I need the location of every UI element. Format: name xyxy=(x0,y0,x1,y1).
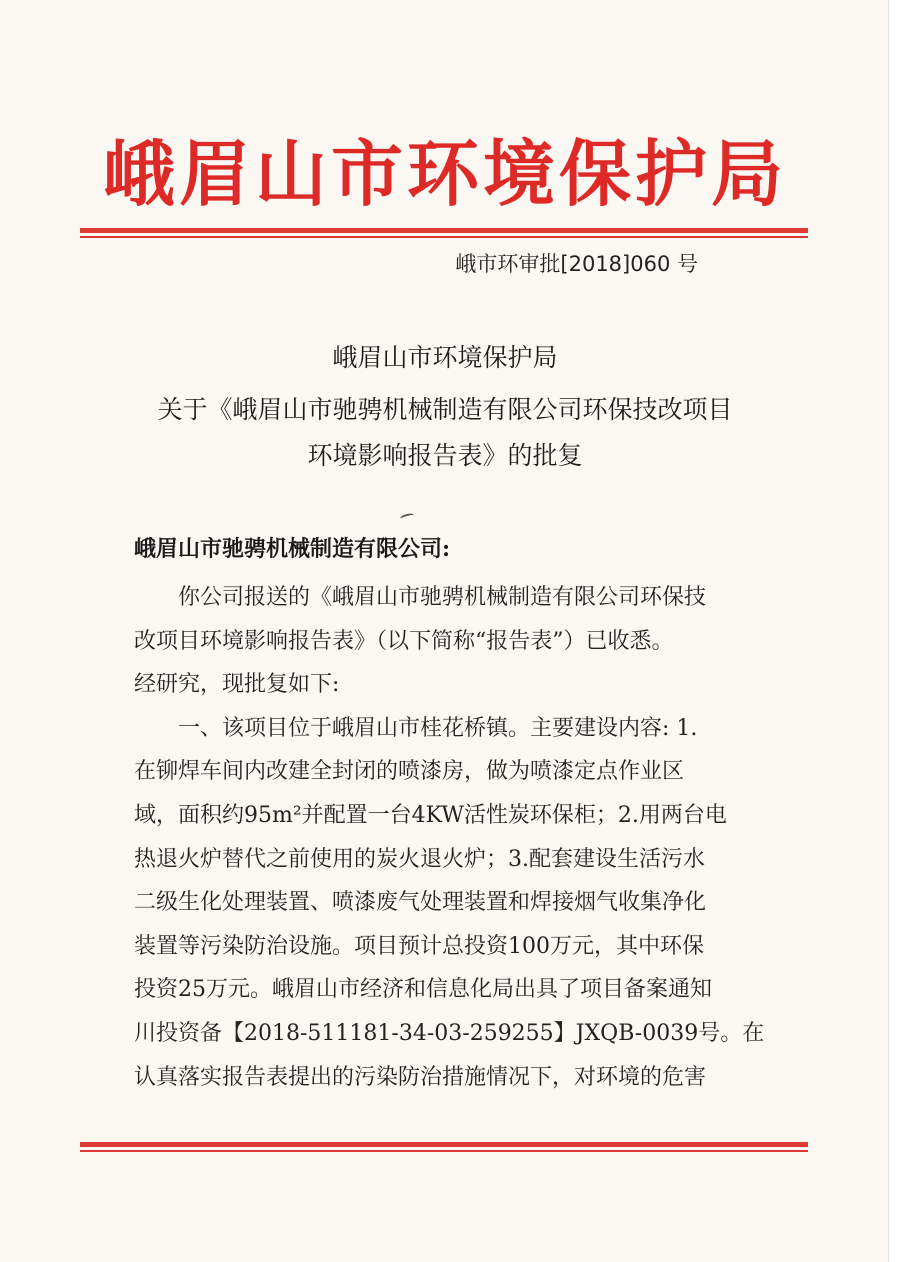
body-line: 投资25万元。峨眉山市经济和信息化局出具了项目备案通知 xyxy=(134,977,712,1003)
title-line-1: 峨眉山市环境保护局 xyxy=(332,343,558,372)
body-line: 热退火炉替代之前使用的炭火退火炉；3.配套建设生活污水 xyxy=(134,846,705,872)
agency-masthead: 峨眉山市环境保护局 xyxy=(102,131,787,216)
body-line: 认真落实报告表提出的污染防治措施情况下，对环境的危害 xyxy=(134,1064,707,1090)
masthead-red-rule xyxy=(80,228,808,238)
body-text xyxy=(134,576,765,1099)
body-line: 在铆焊车间内改建全封闭的喷漆房，做为喷漆定点作业区 xyxy=(134,759,685,785)
title-line-2: 关于《峨眉山市驰骋机械制造有限公司环保技改项目 xyxy=(157,395,733,424)
body-line: 川投资备【2018-511181-34-03-259255】JXQB-0039号。在 xyxy=(134,1020,765,1046)
ink-mark xyxy=(399,512,414,521)
body-line: 装置等污染防治设施。项目预计总投资100万元，其中环保 xyxy=(134,933,704,959)
body-line: 改项目环境影响报告表》（以下简称“报告表”）已收悉。 xyxy=(134,628,674,654)
footer-red-rule xyxy=(80,1142,808,1152)
body-line: 一、该项目位于峨眉山市桂花桥镇。主要建设内容: 1. xyxy=(134,715,698,741)
title-line-3: 环境影响报告表》的批复 xyxy=(307,441,583,470)
body-line: 域，面积约95m²并配置一台4KW活性炭环保柜；2.用两台电 xyxy=(134,802,727,828)
body-line: 你公司报送的《峨眉山市驰骋机械制造有限公司环保技 xyxy=(134,585,707,610)
document-number: 峨市环审批[2018]060 号 xyxy=(455,252,698,276)
body-line: 二级生化处理装置、喷漆废气处理装置和焊接烟气收集净化 xyxy=(134,890,707,916)
body-line: 经研究，现批复如下: xyxy=(134,672,340,698)
addressee: 峨眉山市驰骋机械制造有限公司: xyxy=(134,536,451,562)
